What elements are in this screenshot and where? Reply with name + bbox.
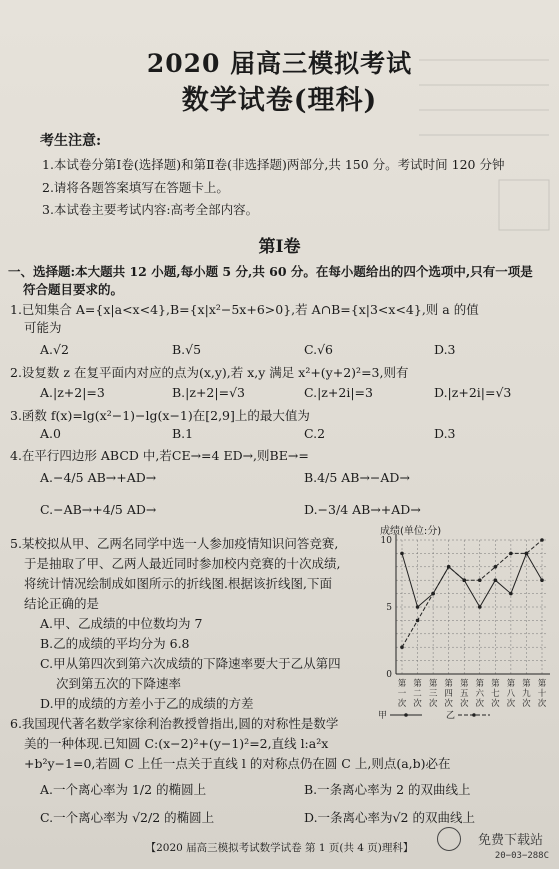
data-point <box>462 578 466 582</box>
data-point <box>540 578 544 582</box>
question-stem: +b²y−1=0,若圆 C 上任一点关于直线 l 的对称点仍在圆 C 上,则点(a,b)必在 <box>24 756 451 771</box>
x-tick-label: 第 <box>397 679 407 689</box>
notice-item: 3.本试卷主要考试内容:高考全部内容。 <box>42 202 259 217</box>
question-stem: 美的一种体现.已知圆 C:(x−2)²+(y−1)²=2,直线 l:a²x <box>24 736 329 751</box>
data-point <box>400 552 404 556</box>
x-tick-label: 次 <box>491 699 500 709</box>
notice-heading: 考生注意: <box>40 133 102 149</box>
data-point <box>509 592 513 596</box>
question-stem: 5.某校拟从甲、乙两名同学中选一人参加疫情知识问答竞赛, <box>10 536 339 551</box>
x-tick-label: 第 <box>475 679 485 689</box>
x-tick-label: 八 <box>506 689 516 699</box>
option-d: D.甲的成绩的方差小于乙的成绩的方差 <box>40 696 254 711</box>
exam-subtitle: 数学试卷(理科) <box>181 85 378 116</box>
option-c: C.√6 <box>304 342 334 357</box>
x-tick-label: 第 <box>537 679 547 689</box>
data-point <box>400 645 404 649</box>
option-a: A.|z+2|=3 <box>40 385 105 400</box>
x-tick-label: 第 <box>444 679 453 689</box>
chart-svg <box>374 522 554 732</box>
option-a: A.−4/5 AB→+AD→ <box>40 470 157 485</box>
x-tick-label: 三 <box>428 689 438 699</box>
question-stem: 结论正确的是 <box>24 596 100 611</box>
x-tick-label: 次 <box>397 699 407 709</box>
option-a: A.一个离心率为 1/2 的椭圆上 <box>40 782 207 797</box>
option-d: D.一条离心率为√2 的双曲线上 <box>304 810 475 825</box>
data-point <box>431 592 435 596</box>
x-tick-label: 六 <box>475 689 485 699</box>
wechat-logo-icon <box>437 827 461 851</box>
notice-item: 2.请将各题答案填写在答题卡上。 <box>42 180 229 195</box>
data-point <box>416 619 420 623</box>
x-tick-label: 次 <box>506 699 516 709</box>
legend-marker <box>404 713 408 717</box>
x-tick-label: 九 <box>522 689 531 699</box>
option-c: C.2 <box>304 426 326 441</box>
option-b: B.一条离心率为 2 的双曲线上 <box>304 782 471 797</box>
print-code: 20−03−288C <box>494 851 549 861</box>
question-stem: 1.已知集合 A={x|a<x<4},B={x|x²−5x+6>0},若 A∩B={x|3<x<4},则 a 的值 <box>10 302 479 317</box>
option-b: B.|z+2|=√3 <box>172 385 245 400</box>
data-point <box>478 578 482 582</box>
x-tick-label: 次 <box>428 699 438 709</box>
question-stem: 将统计情况绘制成如图所示的折线图.根据该折线图,下面 <box>24 576 332 591</box>
x-tick-label: 一 <box>397 689 407 699</box>
watermark-text: 免费下载站 <box>477 833 543 848</box>
option-a: A.√2 <box>40 342 69 357</box>
x-tick-label: 第 <box>413 679 422 689</box>
notice-item: 1.本试卷分第Ⅰ卷(选择题)和第Ⅱ卷(非选择题)两部分,共 150 分。考试时间 120 分钟 <box>42 157 505 172</box>
option-d: D.3 <box>434 342 456 357</box>
question-stem: 3.函数 f(x)=lg(x²−1)−lg(x−1)在[2,9]上的最大值为 <box>10 408 310 423</box>
y-tick-label: 10 <box>380 536 392 546</box>
option-c: C.一个离心率为 √2/2 的椭圆上 <box>40 810 215 825</box>
option-d: D.3 <box>434 426 456 441</box>
x-tick-label: 次 <box>413 699 422 709</box>
x-tick-label: 四 <box>444 689 453 699</box>
x-tick-label: 第 <box>428 679 438 689</box>
option-b: B.4/5 AB→−AD→ <box>304 470 410 485</box>
chart-title: 成绩(单位:分) <box>380 526 442 537</box>
data-point <box>509 552 513 556</box>
data-point <box>447 565 451 569</box>
option-d: D.−3/4 AB→+AD→ <box>304 502 421 517</box>
option-b: B.乙的成绩的平均分为 6.8 <box>40 636 190 651</box>
data-point <box>416 605 420 609</box>
x-tick-label: 五 <box>459 689 469 699</box>
option-a: A.0 <box>40 426 61 441</box>
x-tick-label: 次 <box>522 699 531 709</box>
x-tick-label: 次 <box>475 699 485 709</box>
x-tick-label: 第 <box>506 679 516 689</box>
option-c-cont: 次到第五次的下降速率 <box>56 676 182 691</box>
option-c: C.−AB→+4/5 AD→ <box>40 502 157 517</box>
exam-title: 2020 届高三模拟考试 <box>146 49 413 78</box>
y-tick-label: 0 <box>386 670 392 680</box>
x-tick-label: 第 <box>522 679 531 689</box>
data-point <box>494 578 498 582</box>
data-point <box>478 605 482 609</box>
option-c: C.|z+2i|=3 <box>304 385 373 400</box>
x-tick-label: 次 <box>459 699 469 709</box>
legend-marker <box>472 713 476 717</box>
data-point <box>540 538 544 542</box>
legend-label: 乙 <box>446 711 456 721</box>
option-b: B.√5 <box>172 342 202 357</box>
question-stem: 于是抽取了甲、乙两人最近同时参加校内竞赛的十次成绩, <box>24 556 341 571</box>
x-tick-label: 第 <box>459 679 469 689</box>
option-b: B.1 <box>172 426 194 441</box>
y-tick-label: 5 <box>386 603 392 613</box>
x-tick-label: 十 <box>537 689 547 699</box>
x-tick-label: 次 <box>537 699 547 709</box>
section-title: 第Ⅰ卷 <box>258 237 301 257</box>
question-stem: 4.在平行四边形 ABCD 中,若CE→=4 ED→,则BE→= <box>10 448 309 463</box>
x-tick-label: 二 <box>413 689 422 699</box>
legend-label: 甲 <box>378 711 388 721</box>
line-chart <box>374 522 554 732</box>
option-a: A.甲、乙成绩的中位数均为 7 <box>40 616 203 631</box>
section-instruction: 符合题目要求的。 <box>23 282 124 297</box>
option-c: C.甲从第四次到第六次成绩的下降速率要大于乙从第四 <box>40 656 341 671</box>
question-stem: 可能为 <box>24 320 62 335</box>
section-instruction: 一、选择题:本大题共 12 小题,每小题 5 分,共 60 分。在每小题给出的四个选项中,只有一项是 <box>8 264 533 279</box>
x-tick-label: 七 <box>491 689 500 699</box>
x-tick-label: 第 <box>491 679 500 689</box>
data-point <box>494 565 498 569</box>
option-d: D.|z+2i|=√3 <box>434 385 512 400</box>
data-point <box>525 552 529 556</box>
page-footer: 【2020 届高三模拟考试数学试卷 第 1 页(共 4 页)理科】 <box>145 842 414 854</box>
x-tick-label: 次 <box>444 699 453 709</box>
question-stem: 2.设复数 z 在复平面内对应的点为(x,y),若 x,y 满足 x²+(y+2)²=3,则有 <box>10 365 409 380</box>
question-stem: 6.我国现代著名数学家徐利治教授曾指出,圆的对称性是数学 <box>10 716 339 731</box>
